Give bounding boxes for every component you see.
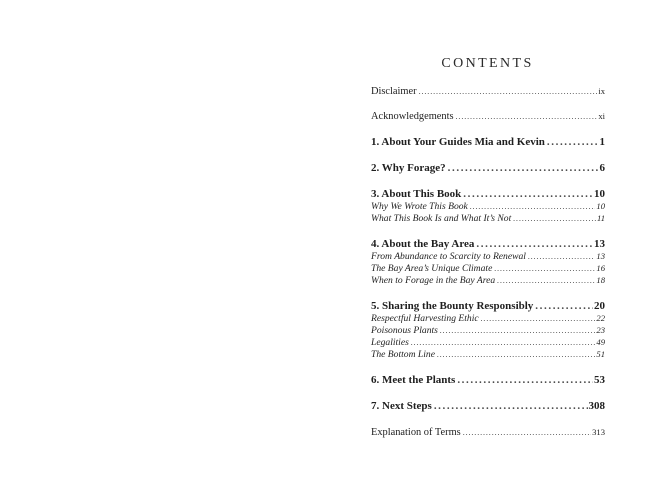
toc-entry-title: What This Book Is and What It’s Not <box>371 213 512 224</box>
toc-entry-page: 13 <box>596 251 605 261</box>
toc-leader-dots <box>463 188 593 200</box>
toc-entry-title: Acknowledgements <box>371 111 454 122</box>
toc-entry <box>371 324 605 336</box>
toc-leader-dots <box>497 275 595 287</box>
toc-entry-title: Poisonous Plants <box>371 325 438 336</box>
toc-leader-dots <box>448 162 599 174</box>
toc-leader-dots <box>437 349 595 361</box>
toc-entry <box>371 348 605 360</box>
toc-entry-page: 22 <box>596 313 605 323</box>
toc-entry-page: 10 <box>596 201 605 211</box>
toc-entry-title: 4. About the Bay Area <box>371 238 475 250</box>
toc-entry-title: Why We Wrote This Book <box>371 201 468 212</box>
toc-spacer <box>371 412 605 426</box>
toc-entry <box>371 85 605 97</box>
toc-leader-dots <box>457 374 593 386</box>
toc-entry-title: 1. About Your Guides Mia and Kevin <box>371 136 545 148</box>
toc-leader-dots <box>528 251 595 263</box>
toc-leader-dots <box>440 325 596 337</box>
toc-entry-title: 5. Sharing the Bounty Responsibly <box>371 300 534 312</box>
toc-entry-title: The Bay Area’s Unique Climate <box>371 263 493 274</box>
toc-entry-page: 51 <box>596 349 605 359</box>
toc-entry <box>371 274 605 286</box>
toc-entry-title: 6. Meet the Plants <box>371 374 456 386</box>
toc-leader-dots <box>513 213 596 225</box>
toc-entry <box>371 162 605 174</box>
toc-leader-dots <box>463 427 591 439</box>
toc-entry <box>371 238 605 250</box>
toc-leader-dots <box>470 201 596 213</box>
toc-entry-title: Disclaimer <box>371 86 417 97</box>
contents-heading: CONTENTS <box>441 56 534 71</box>
toc-entry-title: Respectful Harvesting Ethic <box>371 313 479 324</box>
toc-leader-dots <box>419 86 598 98</box>
toc-spacer <box>371 360 605 374</box>
toc-entry <box>371 300 605 312</box>
toc-entry <box>371 212 605 224</box>
toc-entry <box>371 374 605 386</box>
toc-spacer <box>371 174 605 188</box>
toc-entry-title: 3. About This Book <box>371 188 462 200</box>
toc-entry-page: xi <box>598 111 605 121</box>
toc-entry <box>371 250 605 262</box>
toc-entry-page: 16 <box>596 263 605 273</box>
toc-entry-page: 18 <box>596 275 605 285</box>
toc-spacer <box>371 97 605 110</box>
toc-entry <box>371 200 605 212</box>
toc-entry <box>371 312 605 324</box>
toc-leader-dots <box>476 238 593 250</box>
table-of-contents <box>371 85 605 438</box>
toc-entry <box>371 336 605 348</box>
toc-spacer <box>371 148 605 162</box>
toc-entry-page: 11 <box>597 213 605 223</box>
toc-entry-title: Legalities <box>371 337 409 348</box>
toc-entry-title: From Abundance to Scarcity to Renewal <box>371 251 526 262</box>
toc-entry <box>371 426 605 438</box>
toc-entry-title: When to Forage in the Bay Area <box>371 275 496 286</box>
toc-leader-dots <box>494 263 595 275</box>
toc-leader-dots <box>456 111 598 123</box>
toc-entry-page: 13 <box>594 238 605 250</box>
toc-leader-dots <box>434 400 588 412</box>
toc-leader-dots <box>547 136 599 148</box>
toc-entry-page: 20 <box>594 300 605 312</box>
toc-entry-page: 49 <box>596 337 605 347</box>
toc-entry <box>371 136 605 148</box>
toc-entry-page: 313 <box>592 427 605 437</box>
toc-leader-dots <box>535 300 593 312</box>
toc-entry-title: Explanation of Terms <box>371 427 461 438</box>
toc-spacer <box>371 286 605 300</box>
toc-entry-page: 23 <box>596 325 605 335</box>
toc-entry-title: 7. Next Steps <box>371 400 432 412</box>
toc-entry <box>371 188 605 200</box>
toc-entry <box>371 262 605 274</box>
toc-entry-page: ix <box>598 86 605 96</box>
toc-entry-page: 10 <box>594 188 605 200</box>
toc-entry-page: 308 <box>588 400 605 412</box>
toc-entry <box>371 400 605 412</box>
toc-entry-page: 53 <box>594 374 605 386</box>
toc-entry-title: The Bottom Line <box>371 349 435 360</box>
toc-leader-dots <box>411 337 596 349</box>
toc-entry-page: 6 <box>599 162 605 174</box>
toc-leader-dots <box>481 313 596 325</box>
toc-spacer <box>371 386 605 400</box>
toc-spacer <box>371 122 605 136</box>
toc-entry <box>371 110 605 122</box>
toc-entry-page: 1 <box>599 136 605 148</box>
toc-entry-title: 2. Why Forage? <box>371 162 446 174</box>
toc-spacer <box>371 224 605 238</box>
